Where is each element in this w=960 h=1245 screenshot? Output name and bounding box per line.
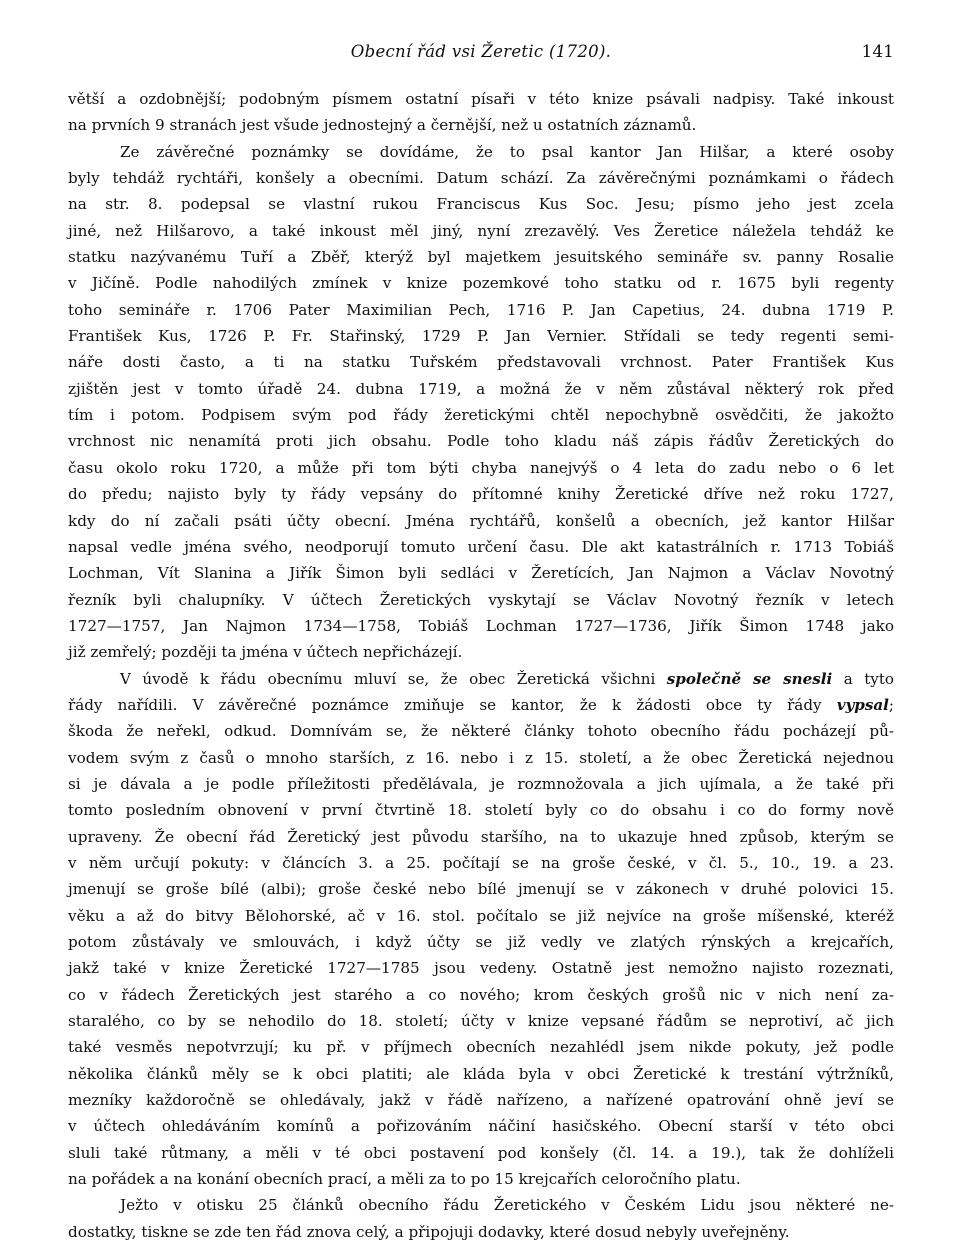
text-line: kdy do ní začali psáti účty obecní. Jména rychtářů, konšelů a obecních, jež kantor Hilšar: [68, 511, 894, 530]
text-line: vodem svým z časů o mnoho starších, z 16. nebo i z 15. století, a že obec Žeretická nejednou: [68, 748, 894, 767]
text-line: vrchnost nic nenamítá proti jich obsahu. Podle toho kladu náš zápis řádův Žeretických do: [68, 432, 894, 451]
text-line: také vesměs nepotvrzují; ku př. v příjmech obecních nezahlédl jsem nikde pokuty, jež podle: [68, 1038, 894, 1057]
text-line: František Kus, 1726 P. Fr. Stařinský, 1729 P. Jan Vernier. Střídali se tedy regenti semi-: [68, 327, 894, 346]
text-line: náře dosti často, a ti na statku Tuřském představovali vrchnost. Pater František Kus: [68, 353, 894, 372]
text-line: několika článků měly se k obci platiti; ale kláda byla v obci Žeretické k trestání výtržníků,: [68, 1064, 894, 1083]
text-line: Lochman, Vít Slanina a Jiřík Šimon byli sedláci v Žeretících, Jan Najmon a Václav Novotný: [68, 564, 894, 583]
paragraph-1: [68, 86, 894, 666]
text-line: na pořádek a na konání obecních prací, a měli za to po 15 krejcařích celoročního platu.: [68, 1170, 741, 1189]
text-line: věku a až do bitvy Bělohorské, ač v 16. stol. počítalo se již nejvíce na groše míšenské, kteréž: [68, 906, 894, 925]
text-line: staralého, co by se nehodilo do 18. století; účty v knize vepsané řádům se neprotiví, ač jich: [68, 1012, 894, 1031]
text-line: jmenují se groše bílé (albi); groše české nebo bílé jmenují se v zákonech v druhé polovici 15.: [68, 880, 894, 899]
text-line: již zemřelý; později ta jména v účtech nepřicházejí.: [68, 643, 463, 662]
text-line: na str. 8. podepsal se vlastní rukou Franciscus Kus Soc. Jesu; písmo jeho jest zcela: [68, 195, 894, 214]
text-line: upraveny. Že obecní řád Žeretický jest původu staršího, na to ukazuje hned způsob, kterým se: [68, 827, 894, 846]
text-line: byly tehdáž rychtáři, konšely a obecními. Datum schází. Za závěrečnými poznámkami o řádech: [68, 169, 894, 188]
text-line: větší a ozdobnější; podobným písmem ostatní písaři v této knize psávali nadpisy. Také inkoust: [68, 90, 894, 108]
paragraph-2: [68, 666, 894, 1193]
text-line: zjištěn jest v tomto úřadě 24. dubna 1719, a možná že v něm zůstával některý rok před: [68, 379, 894, 398]
page-number: 141: [861, 42, 894, 62]
text-line: v Jičíně. Podle nahodilých zmínek v knize pozemkové toho statku od r. 1675 byli regenty: [68, 274, 894, 293]
text-line: v účtech ohledáváním komínů a pořizováním náčiní hasičského. Obecní starší v této obci: [68, 1117, 894, 1136]
text-line: času okolo roku 1720, a může při tom býti chyba nanejvýš o 4 leta do zadu nebo o 6 let: [68, 458, 894, 477]
text-line: napsal vedle jména svého, neodporují tomuto určení času. Dle akt katastrálních r. 1713 Tobiáš: [68, 537, 894, 556]
text-line: [68, 666, 894, 692]
text-line: [68, 692, 894, 718]
text-line: jiné, než Hilšarovo, a také inkoust měl jiný, nyní zrezavělý. Ves Žeretice náležela tehdáž ke: [68, 221, 894, 240]
text-line: toho semináře r. 1706 Pater Maximilian Pech, 1716 P. Jan Capetius, 24. dubna 1719 P.: [68, 300, 894, 319]
text-line: statku nazývanému Tuří a Zběř, kterýž byl majetkem jesuitského semináře sv. panny Rosalie: [68, 248, 894, 267]
text-line: sluli také růtmany, a měli v té obci postavení pod konšely (čl. 14. a 19.), tak že dohlíželi: [68, 1143, 894, 1162]
text-line: 1727—1757, Jan Najmon 1734—1758, Tobiáš Lochman 1727—1736, Jiřík Šimon 1748 jako: [68, 616, 894, 635]
text-line: škoda že neřekl, odkud. Domnívám se, že některé články tohoto obecního řádu pocházejí pů-: [68, 722, 894, 741]
text-run: ;: [888, 695, 894, 714]
text-run: řády nařídili. V závěrečné poznámce zmiňuje se kantor, že k žádosti obce ty řády: [68, 695, 822, 714]
text-line: Ze závěrečné poznámky se dovídáme, že to psal kantor Jan Hilšar, a které osoby: [120, 142, 894, 161]
text-line: tomto posledním obnovení v první čtvrtině 18. století byly co do obsahu i co do formy nově: [68, 801, 894, 820]
text-run: V úvodě k řádu obecnímu mluví se, že obec Žeretická všichni: [120, 669, 656, 688]
running-title: Obecní řád vsi Žeretic (1720).: [350, 42, 612, 61]
text-line: co v řádech Žeretických jest starého a co nového; krom českých grošů nic v nich není za-: [68, 985, 894, 1004]
text-line: řezník byli chalupníky. V účtech Žeretických vyskytají se Václav Novotný řezník v letech: [68, 590, 894, 609]
text-line: Ježto v otisku 25 článků obecního řádu Žeretického v Českém Lidu jsou některé ne-: [120, 1196, 894, 1215]
page-header: [68, 36, 894, 70]
text-line: potom zůstávaly ve smlouvách, i když účty se již vedly ve zlatých rýnských a krejcařích,: [68, 933, 894, 951]
emphasis-text: vypsal: [836, 695, 889, 714]
text-line: jakž také v knize Žeretické 1727—1785 jsou vedeny. Ostatně jest nemožno najisto rozeznati,: [68, 959, 894, 978]
paragraph-3: [68, 1192, 894, 1245]
text-line: mezníky každoročně se ohledávaly, jakž v řádě nařízeno, a nařízené opatrování ohně jeví se: [68, 1091, 894, 1110]
text-line: dostatky, tiskne se zde ten řád znova celý, a připojuji dodavky, které dosud nebyly uveřejněny.: [68, 1222, 790, 1241]
emphasis-text: společně se snesli: [666, 669, 833, 688]
text-run: a tyto: [843, 669, 894, 688]
text-line: na prvních 9 stranách jest všude jednostejný a černější, než u ostatních záznamů.: [68, 116, 697, 135]
text-line: do předu; najisto byly ty řády vepsány do přítomné knihy Žeretické dříve než roku 1727,: [68, 485, 894, 504]
text-line: tím i potom. Podpisem svým pod řády žeretickými chtěl nepochybně osvědčiti, že jakožto: [68, 406, 894, 425]
text-line: si je dávala a je podle příležitosti předělávala, je rozmnožovala a jich ujímala, a že také při: [68, 774, 894, 793]
document-page: [68, 36, 894, 1245]
text-line: v něm určují pokuty: v článcích 3. a 25. počítají se na groše české, v čl. 5., 10., 19. a 23.: [68, 853, 894, 872]
